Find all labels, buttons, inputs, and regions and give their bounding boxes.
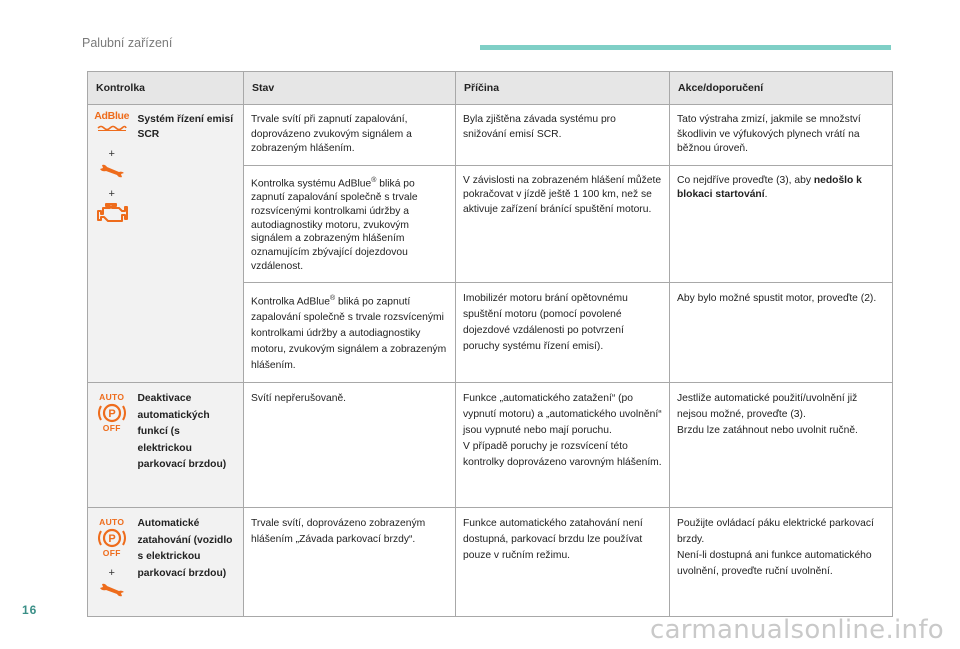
header-akce: Akce/doporučení <box>670 72 893 105</box>
engine-icon <box>96 203 128 225</box>
akce-cell: Co nejdříve proveďte (3), aby nedošlo k blokaci startování. <box>670 165 893 282</box>
system-name: Systém řízení emisí SCR <box>136 105 244 383</box>
svg-text:P: P <box>108 533 116 546</box>
plus-sign: + <box>108 567 115 580</box>
table-row <box>88 105 893 166</box>
pricina-cell: V závislosti na zobrazeném hlášení můžete pokračovat v jízdě ještě 1 100 km, než se aktivuje zařízení bránící spuštění motoru. <box>456 165 670 282</box>
stav-cell: Kontrolka systému AdBlue® bliká po zapnutí zapalování společně s trvale rozsvícenými kontrolkami údržby a autodiagnostiky motoru, zvukovým signálem a zobrazeným hlášením oznamujícím zbývající dojezdovou vzdálenost. <box>244 165 456 282</box>
pricina-cell: Funkce automatického zatahování není dostupná, parkovací brzdu lze používat pouze v ručním režimu. <box>456 508 670 617</box>
pricina-cell: Imobilizér motoru brání opětovnému spuštění motoru (pomocí povolené dojezdové vzdálenosti po potvrzení poruchy systému řízení emisí). <box>456 282 670 382</box>
auto-off-icons-cell <box>88 383 136 508</box>
stav-cell: Kontrolka AdBlue® bliká po zapnutí zapalování společně s trvale rozsvícenými kontrolkami údržby a autodiagnostiky motoru, zvukovým signálem a zobrazeným hlášením. <box>244 282 456 382</box>
watermark: carmanualsonline.info <box>649 615 944 645</box>
system-name: Automatické zatahování (vozidlo s elektrickou parkovací brzdou) <box>136 508 244 617</box>
akce-cell: Aby bylo možné spustit motor, proveďte (2). <box>670 282 893 382</box>
warning-lights-table <box>87 71 893 617</box>
stav-cell: Svítí nepřerušovaně. <box>244 383 456 508</box>
scr-icons-cell <box>88 105 136 383</box>
svg-text:P: P <box>108 408 116 421</box>
akce-cell: Použijte ovládací páku elektrické parkovací brzdy. Není-li dostupná ani funkce automatického uvolnění, proveďte ruční uvolnění. <box>670 508 893 617</box>
stav-cell: Trvale svítí při zapnutí zapalování, doprovázeno zvukovým signálem a zobrazeným hlášením. <box>244 105 456 166</box>
table-row <box>88 508 893 617</box>
page-number: 16 <box>22 603 38 617</box>
section-title: Palubní zařízení <box>82 36 173 50</box>
table-header-row <box>88 72 893 105</box>
akce-cell: Tato výstraha zmizí, jakmile se množství škodlivin ve výfukových plynech vrátí na běžnou úroveň. <box>670 105 893 166</box>
wrench-icon <box>99 163 125 179</box>
section-accent-bar <box>480 45 891 50</box>
table-row <box>88 383 893 508</box>
auto-p-off-icon: AUTO P OFF <box>99 517 125 559</box>
stav-cell: Trvale svítí, doprovázeno zobrazeným hlášením „Závada parkovací brzdy“. <box>244 508 456 617</box>
wrench-icon <box>99 582 125 598</box>
auto-apply-icons-cell <box>88 508 136 617</box>
system-name: Deaktivace automatických funkcí (s elektrickou parkovací brzdou) <box>136 383 244 508</box>
plus-sign: + <box>108 187 115 200</box>
header-kontrolka: Kontrolka <box>88 72 244 105</box>
header-stav: Stav <box>244 72 456 105</box>
akce-cell: Jestliže automatické použití/uvolnění již nejsou možné, proveďte (3). Brzdu lze zatáhnout nebo uvolnit ručně. <box>670 383 893 508</box>
pricina-cell: Funkce „automatického zatažení“ (po vypnutí motoru) a „automatického uvolnění“ jsou vypnuté nebo mají poruchu. V případě poruchy je rozsvícení této kontrolky doprovázeno varovným hlášením. <box>456 383 670 508</box>
adblue-icon: AdBlue <box>94 111 129 137</box>
plus-sign: + <box>108 147 115 160</box>
header-pricina: Příčina <box>456 72 670 105</box>
pricina-cell: Byla zjištěna závada systému pro snižování emisí SCR. <box>456 105 670 166</box>
auto-p-off-icon: AUTO P OFF <box>99 392 125 434</box>
